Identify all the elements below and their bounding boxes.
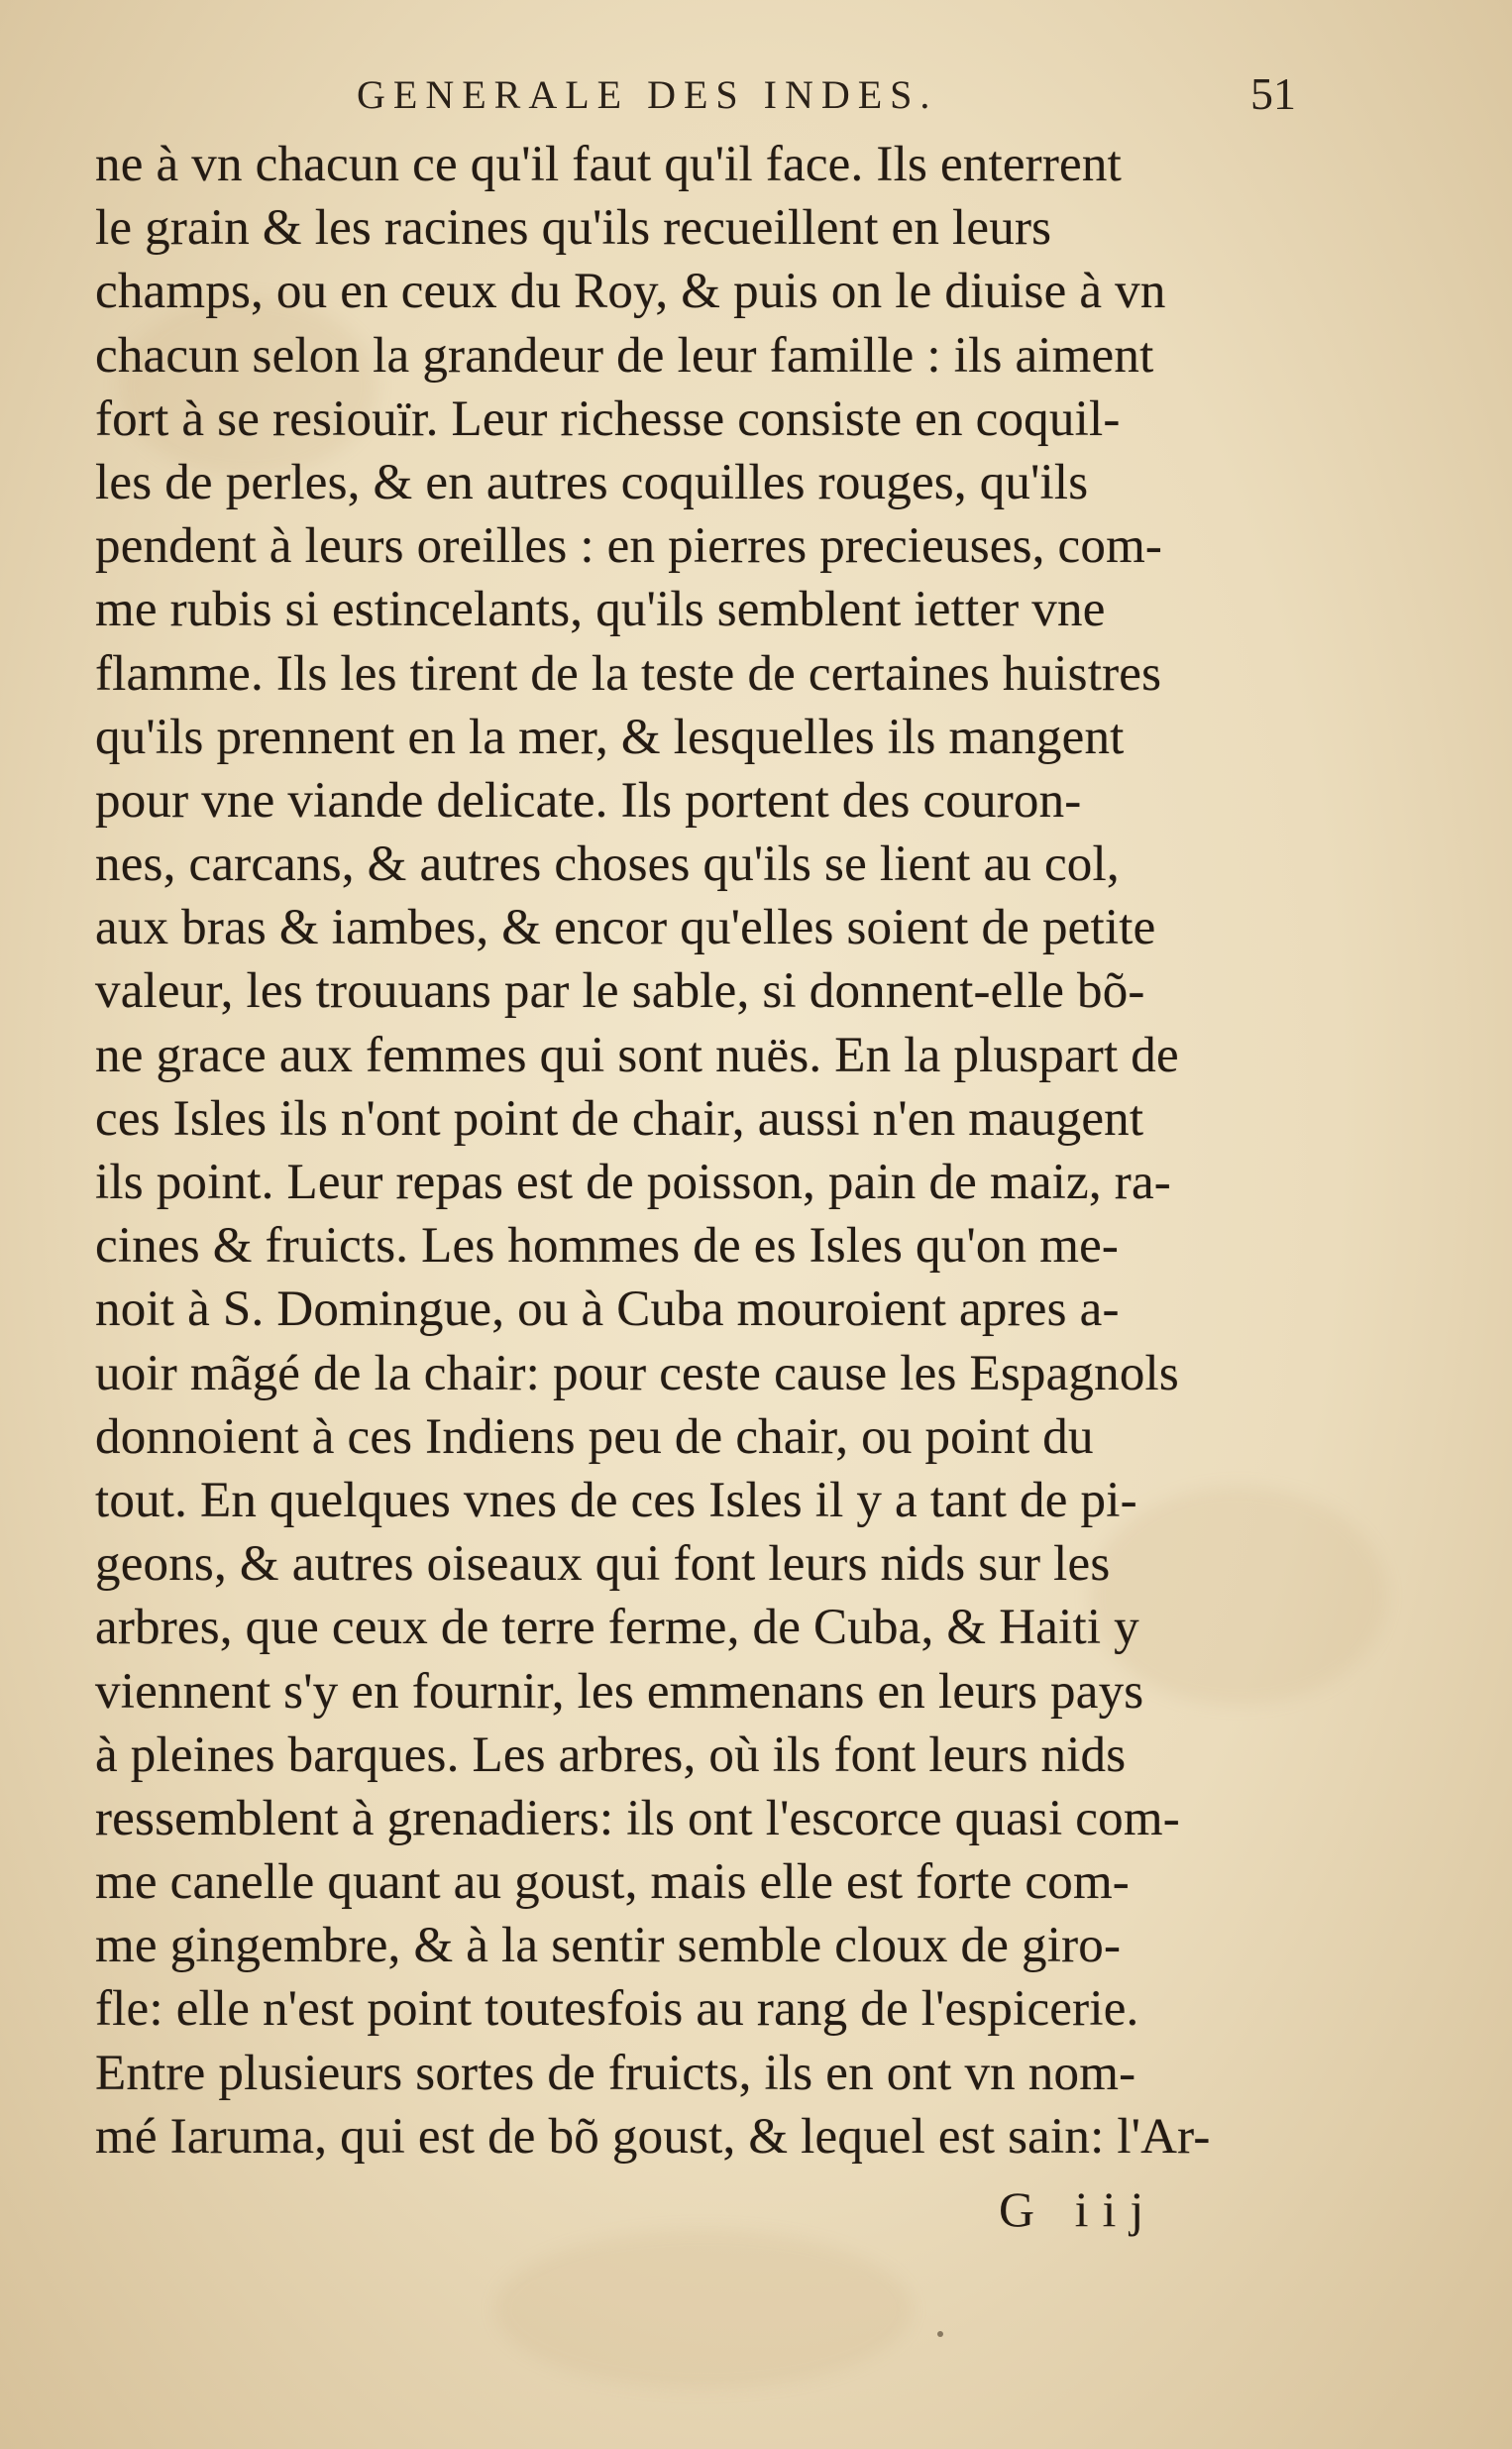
page-header bbox=[0, 68, 1512, 131]
text-line: pendent à leurs oreilles : en pierres precieuses, com- bbox=[95, 518, 1163, 575]
text-line: champs, ou en ceux du Roy, & puis on le diuise à vn bbox=[95, 264, 1166, 320]
text-line: arbres, que ceux de terre ferme, de Cuba, & Haiti y bbox=[95, 1600, 1139, 1656]
text-line: pour vne viande delicate. Ils portent des couron- bbox=[95, 772, 1082, 829]
text-line: geons, & autres oiseaux qui font leurs nids sur les bbox=[95, 1536, 1111, 1593]
text-line: à pleines barques. Les arbres, où ils font leurs nids bbox=[95, 1726, 1127, 1783]
text-line: me gingembre, & à la sentir semble cloux de giro- bbox=[95, 1918, 1122, 1974]
text-line: me rubis si estincelants, qu'ils semblent ietter vne bbox=[95, 582, 1106, 638]
page-number: 51 bbox=[1250, 68, 1296, 119]
signature-mark: G iij bbox=[999, 2181, 1158, 2237]
text-line: Entre plusieurs sortes de fruicts, ils en ont vn nom- bbox=[95, 2045, 1136, 2101]
text-line: me canelle quant au goust, mais elle est forte com- bbox=[95, 1854, 1130, 1911]
text-line: donnoient à ces Indiens peu de chair, ou point du bbox=[95, 1408, 1094, 1465]
text-line: valeur, les trouuans par le sable, si donnent-elle bõ- bbox=[95, 963, 1145, 1020]
text-line: flamme. Ils les tirent de la teste de certaines huistres bbox=[95, 645, 1162, 702]
text-line: ils point. Leur repas est de poisson, pain de maiz, ra- bbox=[95, 1155, 1171, 1210]
text-line: nes, carcans, & autres choses qu'ils se lient au col, bbox=[95, 836, 1120, 893]
text-line: noit à S. Domingue, ou à Cuba mouroient apres a- bbox=[95, 1281, 1120, 1338]
text-line: ces Isles ils n'ont point de chair, aussi n'en maugent bbox=[95, 1090, 1144, 1147]
text-line: fle: elle n'est point toutesfois au rang de l'espicerie. bbox=[95, 1981, 1139, 2038]
text-line: aux bras & iambes, & encor qu'elles soient de petite bbox=[95, 900, 1156, 956]
text-line: ressemblent à grenadiers: ils ont l'escorce quasi com- bbox=[95, 1790, 1180, 1846]
text-line: les de perles, & en autres coquilles rouges, qu'ils bbox=[95, 454, 1089, 510]
text-line: chacun selon la grandeur de leur famille : ils aiment bbox=[95, 327, 1154, 384]
paper-speck bbox=[937, 2331, 943, 2337]
text-line: fort à se resiouïr. Leur richesse consiste en coquil- bbox=[95, 390, 1121, 447]
text-line: qu'ils prennent en la mer, & lesquelles ils mangent bbox=[95, 709, 1125, 765]
text-line: mé Iaruma, qui est de bõ goust, & lequel est sain: l'Ar- bbox=[95, 2108, 1211, 2165]
body-text bbox=[95, 133, 1324, 2169]
text-line: cines & fruicts. Les hommes de es Isles qu'on me- bbox=[95, 1218, 1120, 1275]
paper-stain bbox=[495, 2230, 912, 2389]
text-line: ne à vn chacun ce qu'il faut qu'il face. Ils enterrent bbox=[95, 137, 1122, 192]
text-line: uoir mãgé de la chair: pour ceste cause les Espagnols bbox=[95, 1345, 1179, 1401]
text-line: viennent s'y en fournir, les emmenans en leurs pays bbox=[95, 1663, 1144, 1720]
text-line: le grain & les racines qu'ils recueillent en leurs bbox=[95, 200, 1052, 257]
running-head: GENERALE DES INDES. bbox=[357, 72, 938, 117]
text-line: tout. En quelques vnes de ces Isles il y a tant de pi- bbox=[95, 1472, 1137, 1528]
text-line: ne grace aux femmes qui sont nuës. En la pluspart de bbox=[95, 1027, 1179, 1083]
